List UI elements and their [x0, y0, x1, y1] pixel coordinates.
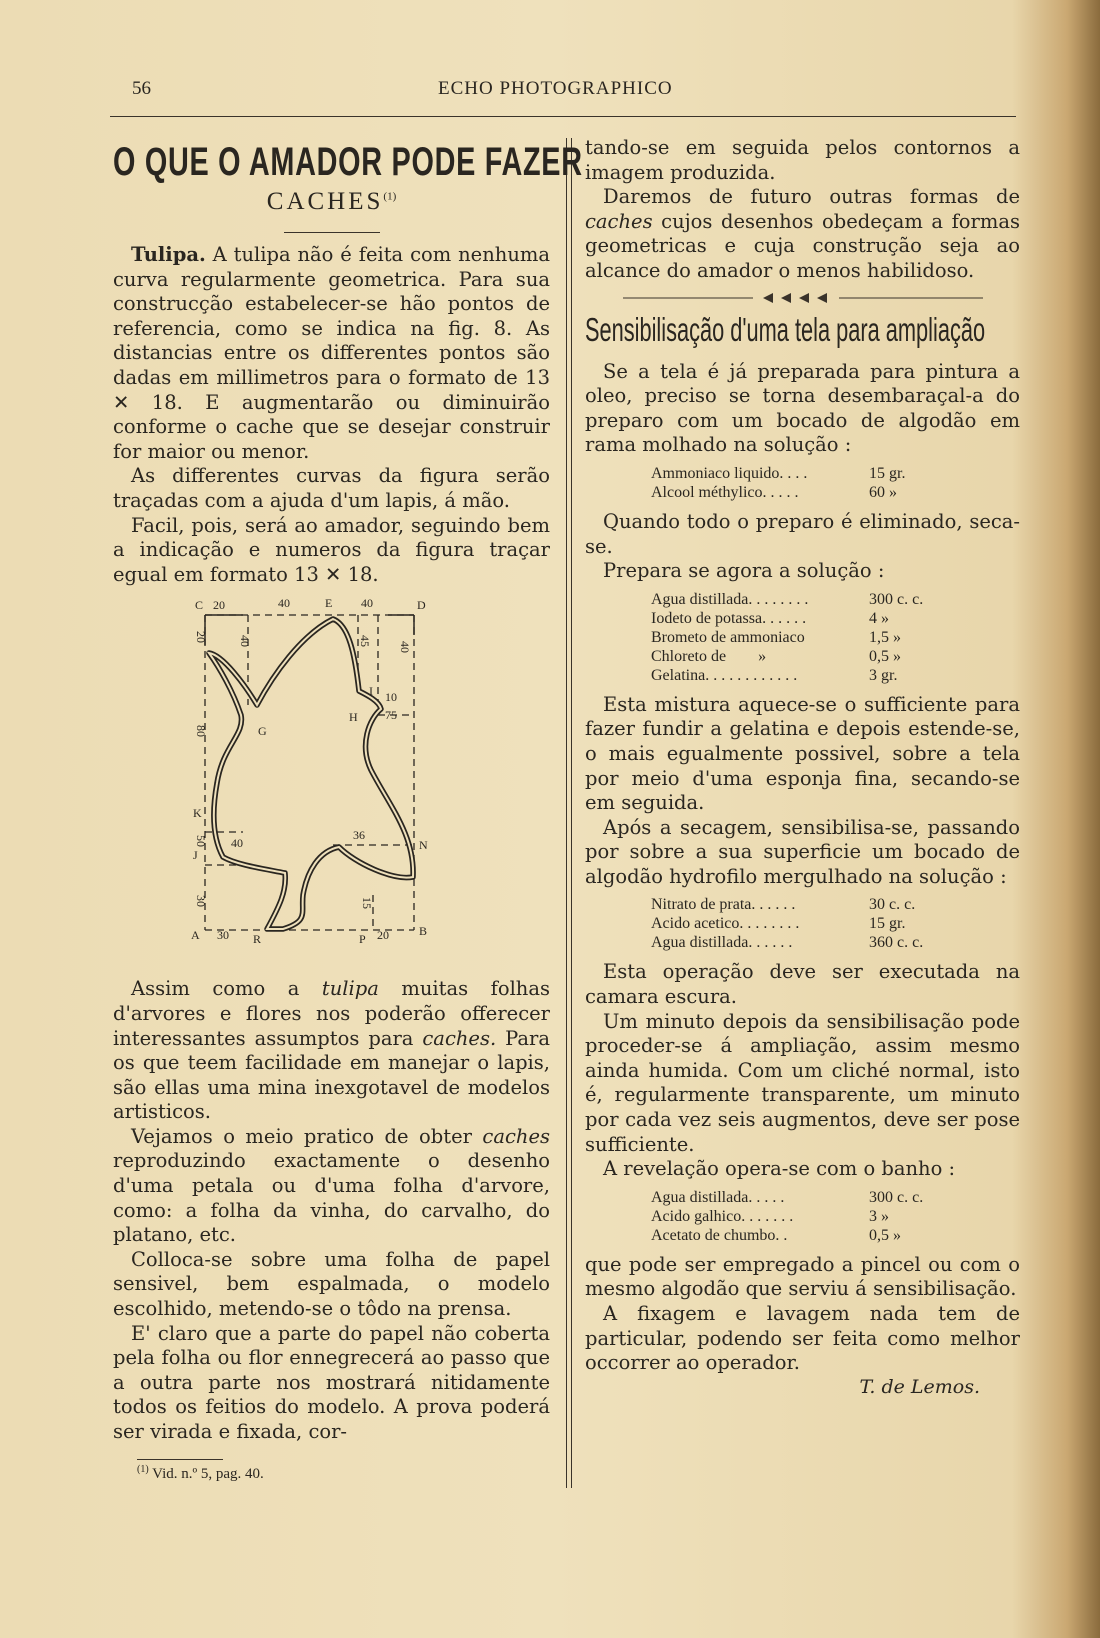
paragraph: Assim como a tulipa muitas folhas d'arvores e flores nos poderão offerecer interessantes assumptos para caches. Para os que teem facilidade em manejar o lapis, são ellas uma mina inexgotavel de modelos artisticos.	[113, 977, 550, 1124]
signature: T. de Lemos.	[859, 1375, 980, 1398]
label-40: 40	[398, 641, 412, 654]
label-a: A	[191, 928, 200, 943]
label-10: 10	[385, 690, 397, 705]
label-p: P	[359, 932, 366, 947]
paragraph: Vejamos o meio pratico de obter caches reproduzindo exactamente o desenho d'uma petala ou d'uma folha d'arvore, como: a folha da vinha, do carvalho, do platano, etc.	[113, 1124, 550, 1247]
label-15: 15	[360, 897, 374, 910]
formula-row: Chloreto de » 0,5 »	[651, 647, 901, 665]
tulip-figure	[113, 595, 550, 967]
label-d: D	[417, 598, 426, 613]
label-20: 20	[377, 928, 389, 943]
formula-row: Agua distillada. . . . . . . . 300 c. c.	[651, 590, 924, 608]
label-20: 20	[213, 598, 225, 613]
label-e: E	[325, 596, 333, 611]
footnote: $^{(1)}$ Vid. n.º 5, pag. 40.	[137, 1463, 264, 1482]
label-40: 40	[278, 596, 290, 611]
formula-row: Agua distillada. . . . . . 360 c. c.	[651, 934, 924, 952]
left-column	[113, 136, 583, 1483]
paragraph: A fixagem e lavagem nada tem de particular, podendo ser feita como melhor occorrer ao operador.	[585, 1302, 1020, 1375]
paragraph: Facil, pois, será ao amador, seguindo bem a indicação e numeros da figura traçar egual em formato 13 ✕ 18.	[113, 513, 550, 586]
label-k: K	[193, 806, 202, 821]
label-40: 40	[231, 836, 243, 851]
formula-row: Agua distillada. . . . . 300 c. c.	[651, 1188, 924, 1206]
column-divider	[566, 138, 572, 1488]
label-g: G	[258, 724, 267, 739]
paragraph: Esta mistura aquece-se o sufficiente para fazer fundir a gelatina e depois estende-se, o mais egualmente possivel, sobre a tela por meio d'uma esponja fina, secando-se em seguida.	[585, 692, 1020, 815]
label-i: I	[369, 684, 373, 699]
paragraph: Se a tela é já preparada para pintura a oleo, preciso se torna desembaraçal-a do preparo com um bocado de algodão em rama molhado na solução :	[585, 359, 1020, 457]
label-r: R	[253, 932, 262, 947]
footnote-rule	[137, 1459, 223, 1460]
paragraph: Daremos de futuro outras formas de caches cujos desenhos obedeçam a formas geometricas e cuja construção seja ao alcance do amador o menos habilidoso.	[585, 185, 1020, 282]
paragraph: A revelação opera-se com o banho :	[603, 1157, 956, 1181]
formula-row: Alcool méthylico. . . . . 60 »	[651, 483, 897, 501]
section-title: Sensibilisação d'uma tela para ampliação	[585, 310, 986, 348]
formula-table	[651, 464, 1020, 502]
formula-row: Ammoniaco liquido. . . . 15 gr.	[651, 464, 906, 482]
label-c: C	[195, 598, 204, 613]
journal-title: ECHO PHOTOGRAPHICO	[438, 78, 673, 99]
title-rule	[284, 232, 380, 233]
paragraph: Prepara se agora a solução :	[603, 559, 885, 583]
footnote-ref: (1)	[383, 190, 397, 203]
paragraph: Tulipa. A tulipa não é feita com nenhuma curva regularmente geometrica. Para sua construcção estabelecer-se hão pontos de referencia, como se indica na fig. 8. As distancias entre os differentes pontos são dadas em millimetros para o formato de 13 ✕ 18. E augmentarão ou diminuirão conforme o cache que se desejar construir for maior ou menor.	[113, 243, 550, 463]
label-b: B	[419, 924, 428, 939]
formula-row: Brometo de ammoniaco 1,5 »	[651, 628, 901, 646]
label-20: 20	[194, 631, 208, 644]
paragraph: Um minuto depois da sensibilisação pode proceder-se á ampliação, assim mesmo ainda humida. Com um cliché normal, isto é, regularmente transparente, um minuto por cada vez seis augmentos, deve ser pose sufficiente.	[585, 1009, 1020, 1156]
formula-row: Acetato de chumbo. . 0,5 »	[651, 1226, 901, 1244]
formula-row: Gelatina. . . . . . . . . . . . 3 gr.	[651, 666, 898, 684]
article-subtitle: CACHES$^{(1)}$	[266, 188, 397, 215]
label-50: 50	[194, 835, 208, 848]
formula-row: Iodeto de potassa. . . . . . 4 »	[651, 609, 889, 627]
page-number: 56	[132, 78, 151, 99]
running-header	[0, 78, 1040, 106]
formula-table	[651, 1188, 1020, 1245]
paragraph: Esta operação deve ser executada na camara escura.	[585, 960, 1020, 1009]
label-80: 80	[194, 725, 208, 738]
formula-row: Nitrato de prata. . . . . . 30 c. c.	[651, 896, 916, 914]
paragraph: Após a secagem, sensibilisa-se, passando por sobre a sua superficie um bocado de algodão hydrofilo mergulhado na solução :	[585, 815, 1020, 888]
paragraph: que pode ser empregado a pincel ou com o mesmo algodão que serviu á sensibilisação.	[585, 1252, 1020, 1301]
paragraph: tando-se em seguida pelos contornos a imagem produzida.	[585, 136, 1020, 184]
label-40: 40	[361, 596, 373, 611]
paragraph: Colloca-se sobre uma folha de papel sensivel, bem espalmada, o modelo escolhido, metendo-se o tôdo na prensa.	[113, 1247, 550, 1321]
label-h: H	[349, 710, 358, 725]
label-j: J	[193, 848, 198, 863]
right-column	[585, 136, 1020, 1398]
tulip-diagram	[183, 595, 473, 967]
article-title: O QUE O AMADOR PODE FAZER	[113, 140, 583, 184]
label-36: 36	[353, 828, 365, 843]
formula-row: Acido galhico. . . . . . . 3 »	[651, 1207, 889, 1225]
paragraph: As differentes curvas da figura serão traçadas com a ajuda d'um lapis, á mão.	[113, 464, 550, 512]
label-n: N	[419, 838, 428, 853]
label-75: 75	[385, 708, 397, 723]
formula-table	[651, 895, 1020, 952]
paragraph: Quando todo o preparo é eliminado, seca-se.	[585, 509, 1020, 558]
ornament-divider	[585, 290, 1020, 306]
label-30: 30	[194, 895, 208, 908]
label-40: 40	[238, 635, 252, 648]
formula-table	[651, 590, 1020, 685]
paragraph: E' claro que a parte do papel não coberta pela folha ou flor ennegrecerá ao passo que a outra parte nos mostrará nitidamente todos os feitios do modelo. A prova poderá ser virada e fixada, cor-	[113, 1321, 550, 1443]
header-rule	[110, 116, 1016, 117]
label-45: 45	[358, 635, 372, 648]
formula-row: Acido acetico. . . . . . . . 15 gr.	[651, 915, 906, 933]
label-30: 30	[217, 928, 229, 943]
